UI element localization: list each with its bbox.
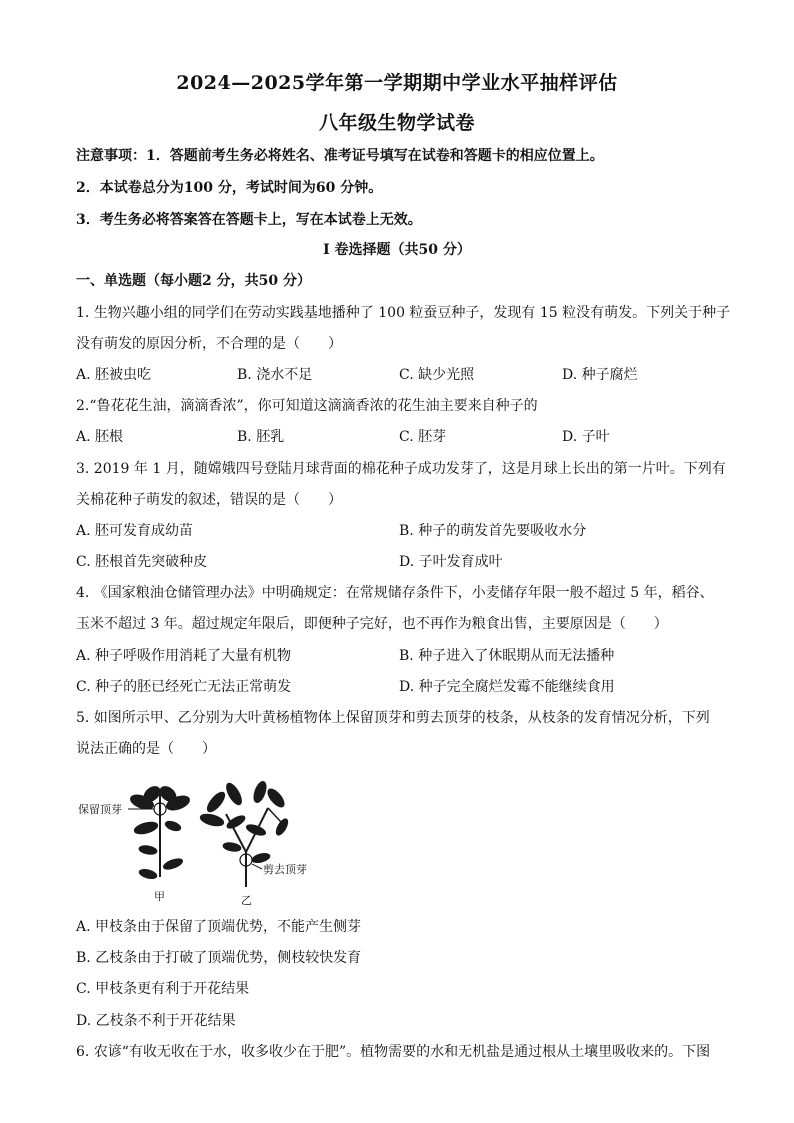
question-3-option-b: B. 种子的萌发首先要吸收水分 bbox=[399, 523, 587, 539]
question-5-option-c: C. 甲枝条更有利于开花结果 bbox=[76, 981, 250, 997]
exam-title: 2024—2025学年第一学期期中学业水平抽样评估 bbox=[176, 72, 618, 94]
label-yi: 乙 bbox=[241, 894, 252, 907]
notice-line-3: 3．考生务必将答案答在答题卡上，写在本试卷上无效。 bbox=[76, 212, 422, 228]
question-4-option-c: C. 种子的胚已经死亡无法正常萌发 bbox=[76, 679, 292, 695]
question-4-option-a: A. 种子呼吸作用消耗了大量有机物 bbox=[76, 648, 292, 664]
label-keep-bud: 保留顶芽 bbox=[78, 803, 122, 816]
notice-line-1: 注意事项：1．答题前考生务必将姓名、准考证号填写在试卷和答题卡的相应位置上。 bbox=[76, 148, 604, 164]
question-1-option-c: C. 缺少光照 bbox=[399, 367, 475, 383]
label-line-cut bbox=[252, 864, 262, 869]
question-5-option-a: A. 甲枝条由于保留了顶端优势，不能产生侧芽 bbox=[76, 919, 362, 935]
question-4-stem-line-1: 4. 《国家粮油仓储管理办法》中明确规定：在常规储存条件下，小麦储存年限一般不超过 5 年，稻谷、 bbox=[76, 585, 714, 601]
question-2-option-d: D. 子叶 bbox=[562, 429, 610, 445]
question-5-stem-line-2: 说法正确的是（ ） bbox=[76, 741, 216, 757]
question-2-option-b: B. 胚乳 bbox=[237, 429, 285, 445]
question-1-stem-line-1: 1. 生物兴趣小组的同学们在劳动实践基地播种了 100 粒蚕豆种子，发现有 15 粒没有萌发。下列关于种子 bbox=[76, 305, 731, 321]
question-3-option-d: D. 子叶发育成叶 bbox=[399, 554, 503, 570]
label-cut-bud: 剪去顶芽 bbox=[263, 863, 307, 876]
question-4-option-d: D. 种子完全腐烂发霉不能继续食用 bbox=[399, 679, 615, 695]
branch-figure bbox=[76, 772, 376, 912]
question-3-option-a: A. 胚可发育成幼苗 bbox=[76, 523, 194, 539]
question-2-stem-line-1: 2.“鲁花花生油，滴滴香浓”，你可知道这滴滴香浓的花生油主要来自种子的 bbox=[76, 398, 538, 414]
question-5-option-b: B. 乙枝条由于打破了顶端优势，侧枝较快发育 bbox=[76, 950, 362, 966]
question-2-option-c: C. 胚芽 bbox=[399, 429, 447, 445]
notice-line-2: 2．本试卷总分为100 分，考试时间为60 分钟。 bbox=[76, 180, 383, 196]
question-1-option-a: A. 胚被虫吃 bbox=[76, 367, 152, 383]
exam-subtitle: 八年级生物学试卷 bbox=[318, 112, 475, 134]
question-6-stem-line-1: 6. 农谚“有收无收在于水，收多收少在于肥”。植物需要的水和无机盐是通过根从土壤里吸收来的。下图 bbox=[76, 1044, 711, 1060]
section-title: I 卷选择题（共50 分） bbox=[323, 242, 471, 258]
part-title: 一、单选题（每小题2 分，共50 分） bbox=[76, 273, 311, 289]
question-4-stem-line-2: 玉米不超过 3 年。超过规定年限后，即便种子完好，也不再作为粮食出售，主要原因是（ ） bbox=[76, 616, 668, 632]
question-1-option-d: D. 种子腐烂 bbox=[562, 367, 638, 383]
question-5-stem-line-1: 5. 如图所示甲、乙分别为大叶黄杨植物体上保留顶芽和剪去顶芽的枝条，从枝条的发育情况分析，下列 bbox=[76, 710, 710, 726]
question-2-option-a: A. 胚根 bbox=[76, 429, 124, 445]
question-3-stem-line-1: 3. 2019 年 1 月，随嫦娥四号登陆月球背面的棉花种子成功发芽了，这是月球上长出的第一片叶。下列有 bbox=[76, 461, 726, 477]
question-1-stem-line-2: 没有萌发的原因分析，不合理的是（ ） bbox=[76, 336, 342, 352]
question-3-stem-line-2: 关棉花种子萌发的叙述，错误的是（ ） bbox=[76, 492, 342, 508]
question-3-option-c: C. 胚根首先突破种皮 bbox=[76, 554, 208, 570]
question-4-option-b: B. 种子进入了休眠期从而无法播种 bbox=[399, 648, 615, 664]
question-5-option-d: D. 乙枝条不利于开花结果 bbox=[76, 1013, 236, 1029]
label-jia: 甲 bbox=[154, 890, 165, 903]
question-1-option-b: B. 浇水不足 bbox=[237, 367, 313, 383]
branch-jia-drawing bbox=[129, 784, 192, 881]
branch-illustration bbox=[76, 772, 376, 912]
